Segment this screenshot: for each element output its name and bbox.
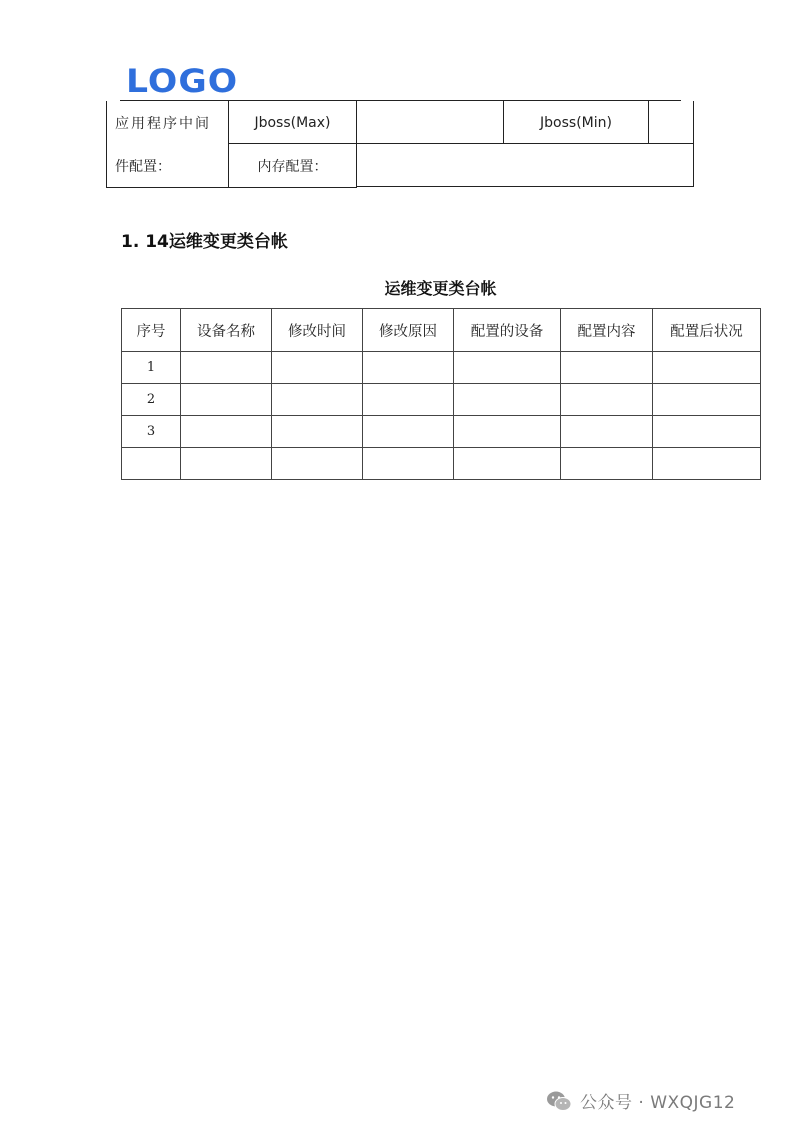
table-cell [181,416,272,448]
jboss-min-label: Jboss(Min) [503,101,649,144]
table-cell [561,384,653,416]
table-cell [653,416,761,448]
ops-change-ledger-table [121,308,761,480]
wechat-icon [546,1090,572,1112]
watermark-text: 公众号 · WXQJG12 [580,1093,736,1113]
table-cell [561,448,653,480]
table-cell [653,448,761,480]
column-header: 修改原因 [363,309,454,352]
jboss-max-value [357,101,504,144]
column-header: 序号 [122,309,181,352]
table-cell [653,384,761,416]
table-cell [561,352,653,384]
section-heading: 1. 14运维变更类台帐 [121,232,288,252]
jboss-max-label: Jboss(Max) [228,101,357,144]
table-cell [272,448,363,480]
table-cell [181,352,272,384]
table-cell [561,416,653,448]
table-cell [363,448,454,480]
column-header: 配置的设备 [454,309,561,352]
table-cell [181,448,272,480]
company-logo: LOGO [126,62,239,100]
table-cell [272,384,363,416]
table-cell: 3 [122,416,181,448]
column-header: 修改时间 [272,309,363,352]
table-cell [272,416,363,448]
config-label-line1: 应用程序中间 [106,101,228,144]
column-header: 配置内容 [561,309,653,352]
table-row [122,448,761,480]
column-header: 设备名称 [181,309,272,352]
config-label-line2: 件配置： [106,144,228,188]
table-cell: 1 [122,352,181,384]
ledger-header-row [122,309,761,352]
ledger-title: 运维变更类台帐 [384,279,497,298]
table-row [122,384,761,416]
table-row [122,352,761,384]
table-cell [122,448,181,480]
table-cell [272,352,363,384]
table-cell [363,384,454,416]
jboss-min-value [648,101,694,144]
table-cell: 2 [122,384,181,416]
table-cell [454,352,561,384]
table-cell [363,352,454,384]
column-header: 配置后状况 [653,309,761,352]
watermark [546,1088,735,1113]
table-cell [181,384,272,416]
memory-config-label: 内存配置： [228,143,357,188]
table-cell [454,416,561,448]
table-row [122,416,761,448]
memory-config-value [356,143,694,187]
table-cell [454,448,561,480]
table-cell [454,384,561,416]
table-cell [363,416,454,448]
table-cell [653,352,761,384]
